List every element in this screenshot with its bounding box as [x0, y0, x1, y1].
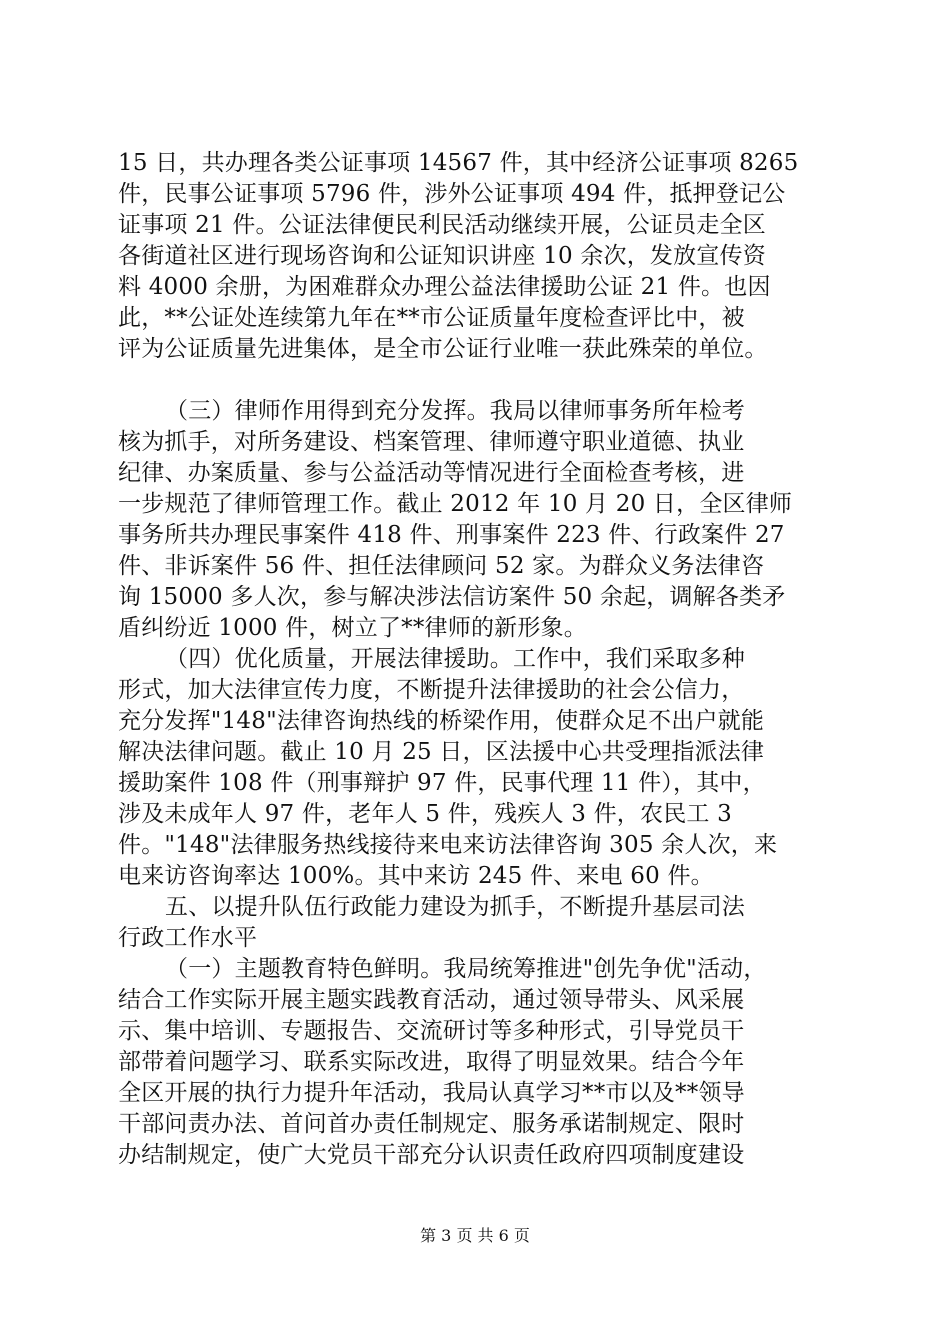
text-line: 事务所共办理民事案件 418 件、刑事案件 223 件、行政案件 27: [118, 522, 785, 548]
text-line: 五、以提升队伍行政能力建设为抓手，不断提升基层司法: [165, 894, 745, 920]
text-line: 此，**公证处连续第九年在**市公证质量年度检查评比中，被: [118, 305, 745, 331]
text-line: 纪律、办案质量、参与公益活动等情况进行全面检查考核，进: [118, 460, 745, 486]
text-line: （三）律师作用得到充分发挥。我局以律师事务所年检考: [165, 398, 745, 424]
text-line: 盾纠纷近 1000 件，树立了**律师的新形象。: [118, 615, 587, 641]
text-line: 行政工作水平: [118, 925, 258, 951]
paragraph-theme-education: [118, 954, 842, 1171]
text-line: 件。"148"法律服务热线接待来电来访法律咨询 305 余人次，来: [118, 832, 778, 858]
text-line: 解决法律问题。截止 10 月 25 日，区法援中心共受理指派法律: [118, 739, 765, 765]
text-line: 涉及未成年人 97 件，老年人 5 件，残疾人 3 件，农民工 3: [118, 801, 732, 827]
text-line: 评为公证质量先进集体，是全市公证行业唯一获此殊荣的单位。: [118, 336, 768, 362]
text-line: 料 4000 余册，为困难群众办理公益法律援助公证 21 件。也因: [118, 274, 771, 300]
text-line: 各街道社区进行现场咨询和公证知识讲座 10 余次，发放宣传资: [118, 243, 766, 269]
paragraph-legal-aid: [118, 644, 842, 892]
paragraph-gap: [118, 365, 842, 396]
document-body: [118, 148, 842, 1171]
text-line: 件，民事公证事项 5796 件，涉外公证事项 494 件，抵押登记公: [118, 181, 786, 207]
text-line: 示、集中培训、专题报告、交流研讨等多种形式，引导党员干: [118, 1018, 745, 1044]
text-line: 证事项 21 件。公证法律便民利民活动继续开展，公证员走全区: [118, 212, 766, 238]
text-line: （四）优化质量，开展法律援助。工作中，我们采取多种: [165, 646, 745, 672]
text-line: 充分发挥"148"法律咨询热线的桥梁作用，使群众足不出户就能: [118, 708, 765, 734]
text-line: 办结制规定，使广大党员干部充分认识责任政府四项制度建设: [118, 1142, 745, 1168]
text-line: 询 15000 多人次，参与解决涉法信访案件 50 余起，调解各类矛: [118, 584, 786, 610]
text-line: 电来访咨询率达 100%。其中来访 245 件、来电 60 件。: [118, 863, 714, 889]
text-line: 核为抓手，对所务建设、档案管理、律师遵守职业道德、执业: [118, 429, 745, 455]
text-line: 形式，加大法律宣传力度，不断提升法律援助的社会公信力，: [118, 677, 745, 703]
paragraph-notary-stats: [118, 148, 842, 365]
text-line: 干部问责办法、首问首办责任制规定、服务承诺制规定、限时: [118, 1111, 745, 1137]
text-line: 结合工作实际开展主题实践教育活动，通过领导带头、风采展: [118, 987, 745, 1013]
page-number: 第 3 页 共 6 页: [420, 1226, 530, 1245]
text-line: 一步规范了律师管理工作。截止 2012 年 10 月 20 日，全区律师: [118, 491, 793, 517]
paragraph-lawyers: [118, 396, 842, 644]
text-line: 部带着问题学习、联系实际改进，取得了明显效果。结合今年: [118, 1049, 745, 1075]
text-line: 援助案件 108 件（刑事辩护 97 件，民事代理 11 件），其中，: [118, 770, 766, 796]
section-heading-five: [118, 892, 842, 954]
text-line: 全区开展的执行力提升年活动，我局认真学习**市以及**领导: [118, 1080, 745, 1106]
page-footer: [0, 1226, 950, 1246]
text-line: 件、非诉案件 56 件、担任法律顾问 52 家。为群众义务法律咨: [118, 553, 765, 579]
text-line: 15 日，共办理各类公证事项 14567 件，其中经济公证事项 8265: [118, 150, 799, 176]
text-line: （一）主题教育特色鲜明。我局统筹推进"创先争优"活动，: [165, 956, 767, 982]
